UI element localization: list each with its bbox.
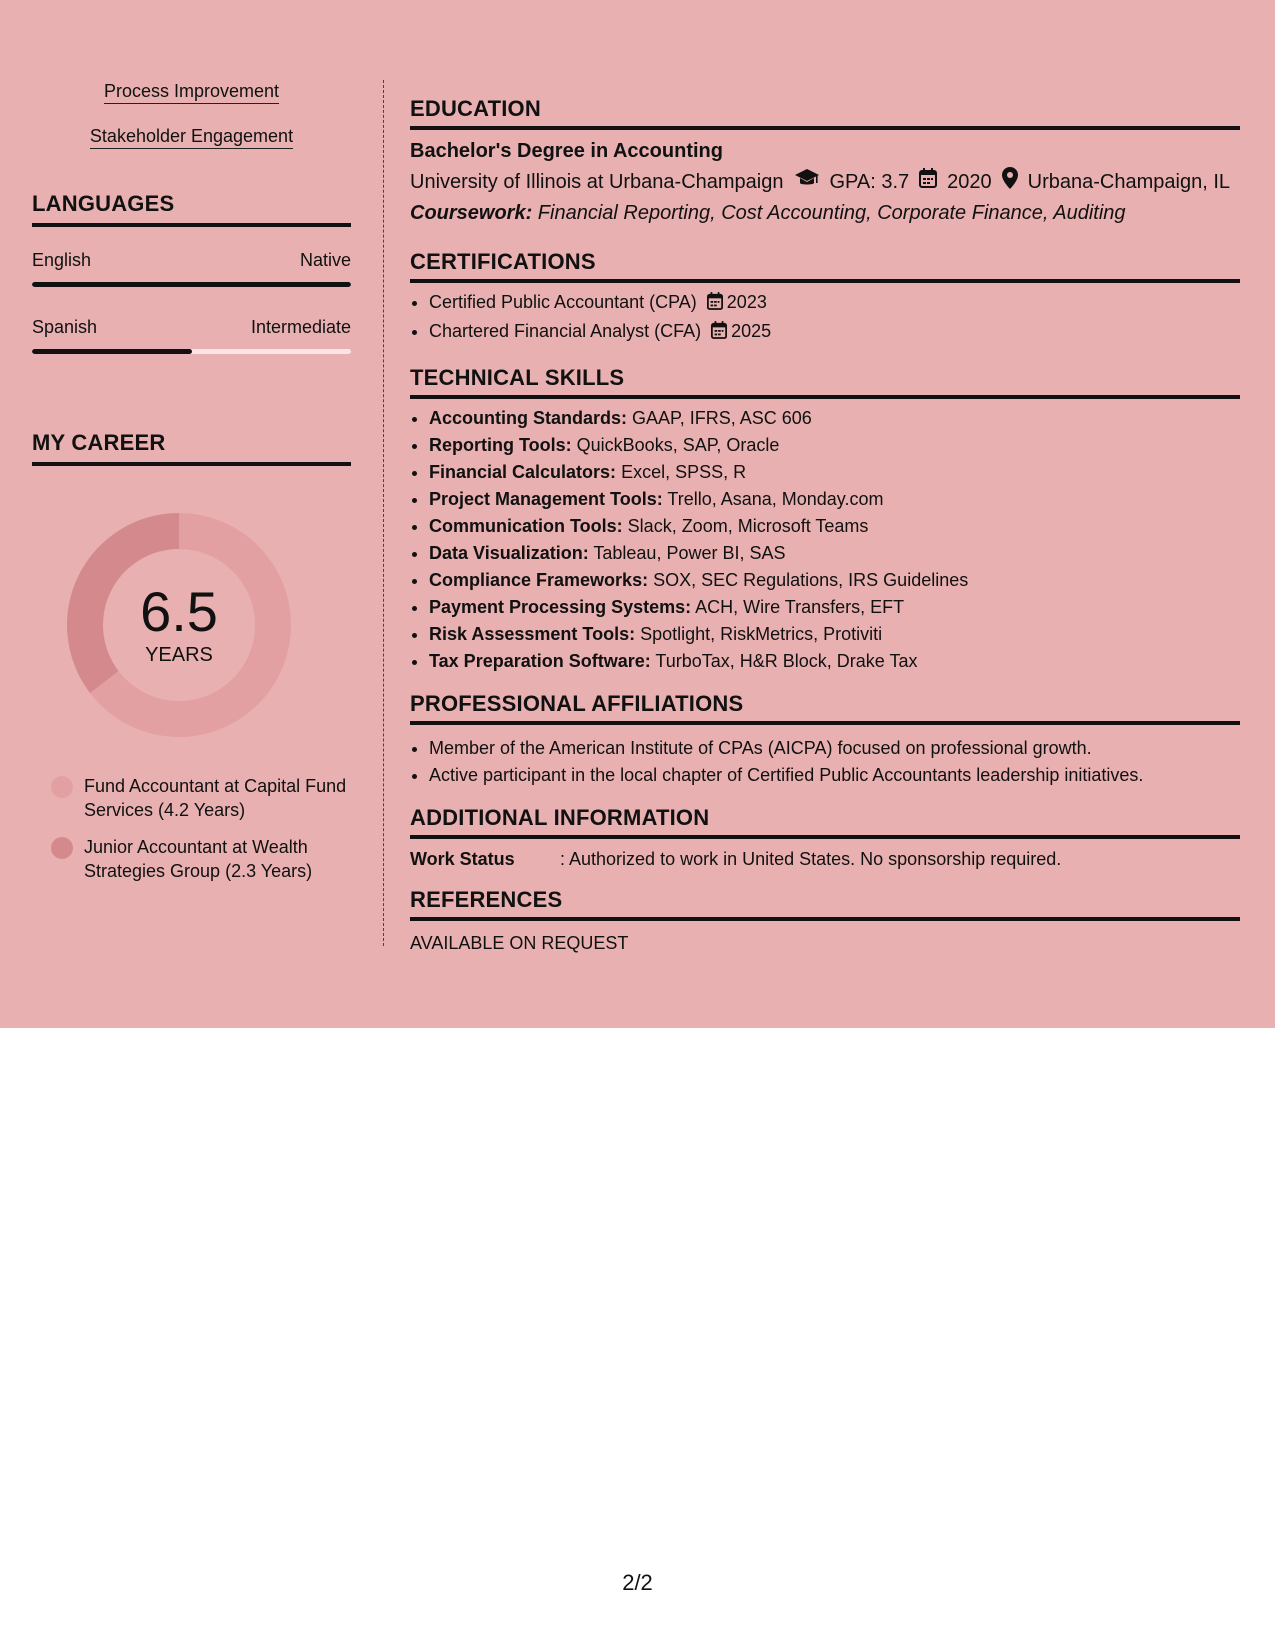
section-heading: REFERENCES [410, 887, 1240, 921]
career-donut-chart [64, 510, 294, 740]
references-text: AVAILABLE ON REQUEST [410, 933, 629, 953]
school-location: Urbana-Champaign, IL [1027, 171, 1231, 193]
list-item [429, 318, 1240, 347]
technical-skills-list [410, 405, 1240, 675]
language-level: Intermediate [250, 317, 351, 337]
map-pin-icon [1002, 167, 1018, 197]
language-item [32, 316, 351, 354]
language-level: Native [299, 250, 351, 270]
proficiency-bar-fill [32, 349, 192, 354]
legend-dot [51, 837, 73, 859]
proficiency-bar [32, 349, 351, 354]
work-status-value: : Authorized to work in United States. No sponsorship required. [560, 849, 1062, 869]
certification-name: Certified Public Accountant (CPA) [429, 292, 697, 312]
list-item: • Tax Preparation Software: TurboTax, H&R Block, Drake Tax [429, 648, 1240, 675]
page-number: 2/2 [622, 1570, 653, 1595]
technical-skills-section [410, 365, 1240, 675]
list-item: • Compliance Frameworks: SOX, SEC Regulations, IRS Guidelines [429, 567, 1240, 594]
list-item: • Reporting Tools: QuickBooks, SAP, Oracle [429, 432, 1240, 459]
affiliations-list [410, 735, 1240, 789]
calendar-icon [707, 291, 723, 318]
list-item: • Risk Assessment Tools: Spotlight, RiskMetrics, Protiviti [429, 621, 1240, 648]
main-content [410, 80, 1240, 955]
legend-item [51, 835, 351, 883]
list-item: • Communication Tools: Slack, Zoom, Microsoft Teams [429, 513, 1240, 540]
school-name: University of Illinois at Urbana-Champaign [410, 171, 784, 193]
career-section [32, 430, 351, 883]
section-heading: MY CAREER [32, 430, 351, 466]
gpa: GPA: 3.7 [829, 171, 910, 193]
certification-year: 2025 [731, 321, 772, 341]
section-heading: EDUCATION [410, 96, 1240, 130]
list-item: • Member of the American Institute of CPAs (AICPA) focused on professional growth. [429, 735, 1240, 762]
graduation-year: 2020 [947, 171, 992, 193]
certifications-section [410, 249, 1240, 347]
sidebar [32, 80, 351, 883]
section-heading: PROFESSIONAL AFFILIATIONS [410, 691, 1240, 725]
career-unit: YEARS [145, 644, 213, 666]
section-heading: TECHNICAL SKILLS [410, 365, 1240, 399]
additional-info-section [410, 805, 1240, 871]
language-name: English [32, 250, 92, 270]
language-name: Spanish [32, 317, 98, 337]
legend-dot [51, 776, 73, 798]
references-section [410, 887, 1240, 955]
list-item: • Financial Calculators: Excel, SPSS, R [429, 459, 1240, 486]
list-item [429, 289, 1240, 318]
education-section [410, 96, 1240, 227]
list-item: • Project Management Tools: Trello, Asana, Monday.com [429, 486, 1240, 513]
section-heading: ADDITIONAL INFORMATION [410, 805, 1240, 839]
section-heading: CERTIFICATIONS [410, 249, 1240, 283]
calendar-icon [919, 168, 937, 196]
languages-section [32, 191, 351, 354]
coursework: Coursework: Financial Reporting, Cost Accounting, Corporate Finance, Auditing [410, 202, 1126, 224]
degree-title: Bachelor's Degree in Accounting [410, 140, 723, 162]
affiliations-section [410, 691, 1240, 789]
certifications-list [410, 289, 1240, 347]
skill-link[interactable]: Stakeholder Engagement [90, 125, 293, 149]
legend-label: Junior Accountant at Wealth Strategies Group (2.3 Years) [84, 837, 313, 881]
list-item: • Payment Processing Systems: ACH, Wire Transfers, EFT [429, 594, 1240, 621]
language-item [32, 249, 351, 287]
proficiency-bar-fill [32, 282, 351, 287]
skills-list [32, 80, 351, 149]
certification-year: 2023 [726, 292, 767, 312]
section-heading: LANGUAGES [32, 191, 351, 227]
list-item: • Accounting Standards: GAAP, IFRS, ASC 606 [429, 405, 1240, 432]
work-status-label: Work Status [410, 849, 515, 869]
graduation-cap-icon [794, 168, 820, 196]
legend-label: Fund Accountant at Capital Fund Services (4.2 Years) [84, 776, 347, 820]
proficiency-bar [32, 282, 351, 287]
career-total: 6.5 [140, 580, 218, 643]
calendar-icon [711, 320, 727, 347]
column-divider [383, 80, 384, 946]
education-details [410, 167, 1240, 197]
list-item: • Active participant in the local chapter of Certified Public Accountants leadership initiatives. [429, 762, 1240, 789]
certification-name: Chartered Financial Analyst (CFA) [429, 321, 702, 341]
list-item: • Data Visualization: Tableau, Power BI, SAS [429, 540, 1240, 567]
skill-link[interactable]: Process Improvement [104, 80, 279, 104]
legend-item [51, 774, 351, 822]
career-legend [32, 774, 351, 883]
work-status-row [410, 847, 1240, 871]
